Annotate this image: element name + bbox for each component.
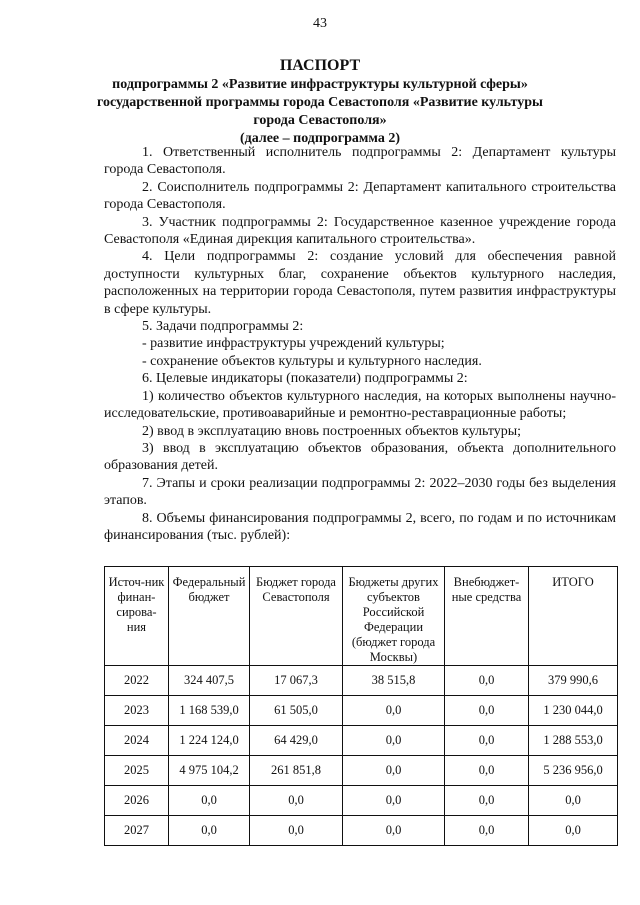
indicator-item: 2) ввод в эксплуатацию вновь построенных объектов культуры; <box>142 423 522 439</box>
passport-title <box>80 56 560 148</box>
table-cell: 1 224 124,0 <box>169 726 250 756</box>
table-cell: 379 990,6 <box>529 666 618 696</box>
table-row <box>105 666 618 696</box>
table-cell: 0,0 <box>529 786 618 816</box>
paragraph-stages: 7. Этапы и сроки реализации подпрограммы 2: 2022–2030 годы без выделения этапов. <box>104 475 616 509</box>
table-row <box>105 696 618 726</box>
table-row <box>105 756 618 786</box>
table-cell-year: 2027 <box>105 816 169 846</box>
paragraph-goals: 4. Цели подпрограммы 2: создание условий для обеспечения равной доступности культурных благ, сохранение объектов культурного наследия, расположенных на территории города Севастополя, путем развития инфраструктуры в сфере культуры. <box>104 249 616 317</box>
table-cell: 0,0 <box>445 696 529 726</box>
paragraph-responsible: 1. Ответственный исполнитель подпрограммы 2: Департамент культуры города Севастополя. <box>104 145 616 178</box>
table-cell: 0,0 <box>343 816 445 846</box>
table-cell: 0,0 <box>445 816 529 846</box>
table-cell-year: 2024 <box>105 726 169 756</box>
table-cell: 5 236 956,0 <box>529 756 618 786</box>
title-line: города Севастополя» <box>253 113 387 128</box>
paragraph-coexecutor: 2. Соисполнитель подпрограммы 2: Департамент капитального строительства города Севастополя. <box>104 179 616 213</box>
table-cell: 0,0 <box>169 786 250 816</box>
header-source: Источ-ник финан-сирова-ния <box>105 567 169 666</box>
title-heading: ПАСПОРТ <box>279 57 361 74</box>
paragraph-indicators: 6. Целевые индикаторы (показатели) подпрограммы 2: <box>142 371 468 387</box>
header-city: Бюджет города Севастополя <box>250 567 343 666</box>
table-cell: 38 515,8 <box>343 666 445 696</box>
table-cell: 64 429,0 <box>250 726 343 756</box>
table-header-row <box>105 567 618 666</box>
table-row <box>105 816 618 846</box>
table-cell: 0,0 <box>343 726 445 756</box>
title-line: (далее – подпрограмма 2) <box>239 131 401 146</box>
page-number: 43 <box>313 16 327 31</box>
table-cell: 1 230 044,0 <box>529 696 618 726</box>
header-extrabudget: Внебюджет-ные средства <box>445 567 529 666</box>
passport-body <box>104 144 616 544</box>
table-cell: 0,0 <box>343 786 445 816</box>
title-line: государственной программы города Севастополя «Развитие культуры <box>97 95 543 110</box>
table-cell-year: 2025 <box>105 756 169 786</box>
table-cell: 0,0 <box>343 696 445 726</box>
table-cell: 0,0 <box>445 756 529 786</box>
paragraph-participant: 3. Участник подпрограммы 2: Государственное казенное учреждение города Севастополя «Единая дирекция капитального строительства». <box>104 214 616 248</box>
table-cell: 1 288 553,0 <box>529 726 618 756</box>
table-cell: 0,0 <box>250 786 343 816</box>
table-cell: 0,0 <box>445 726 529 756</box>
header-other-regions: Бюджеты других субъектов Российской Федерации (бюджет города Москвы) <box>343 567 445 666</box>
table-cell-year: 2026 <box>105 786 169 816</box>
table-cell: 0,0 <box>169 816 250 846</box>
table-cell-year: 2023 <box>105 696 169 726</box>
header-total: ИТОГО <box>529 567 618 666</box>
paragraph-tasks: 5. Задачи подпрограммы 2: <box>142 319 304 335</box>
table-cell: 61 505,0 <box>250 696 343 726</box>
paragraph-funding: 8. Объемы финансирования подпрограммы 2, всего, по годам и по источникам финансирования (тыс. рублей): <box>104 510 616 543</box>
table-cell: 1 168 539,0 <box>169 696 250 726</box>
table-cell-year: 2022 <box>105 666 169 696</box>
table-row <box>105 786 618 816</box>
table-cell: 4 975 104,2 <box>169 756 250 786</box>
table-cell: 0,0 <box>529 816 618 846</box>
table-cell: 0,0 <box>445 786 529 816</box>
table-row <box>105 726 618 756</box>
table-cell: 324 407,5 <box>169 666 250 696</box>
funding-table <box>104 566 618 846</box>
table-cell: 17 067,3 <box>250 666 343 696</box>
title-line: подпрограммы 2 «Развитие инфраструктуры культурной сферы» <box>112 77 528 92</box>
task-item: - развитие инфраструктуры учреждений культуры; <box>142 336 445 352</box>
header-federal: Федеральный бюджет <box>169 567 250 666</box>
table-cell: 0,0 <box>250 816 343 846</box>
task-item: - сохранение объектов культуры и культурного наследия. <box>142 353 482 369</box>
indicator-item: 3) ввод в эксплуатацию объектов образования, объекта дополнительного образования детей. <box>104 440 616 474</box>
table-cell: 0,0 <box>445 666 529 696</box>
table-cell: 0,0 <box>343 756 445 786</box>
indicator-item: 1) количество объектов культурного наследия, на которых выполнены научно-исследовательские, противоаварийные и ремонтно-реставрационные работы; <box>104 388 616 422</box>
table-cell: 261 851,8 <box>250 756 343 786</box>
